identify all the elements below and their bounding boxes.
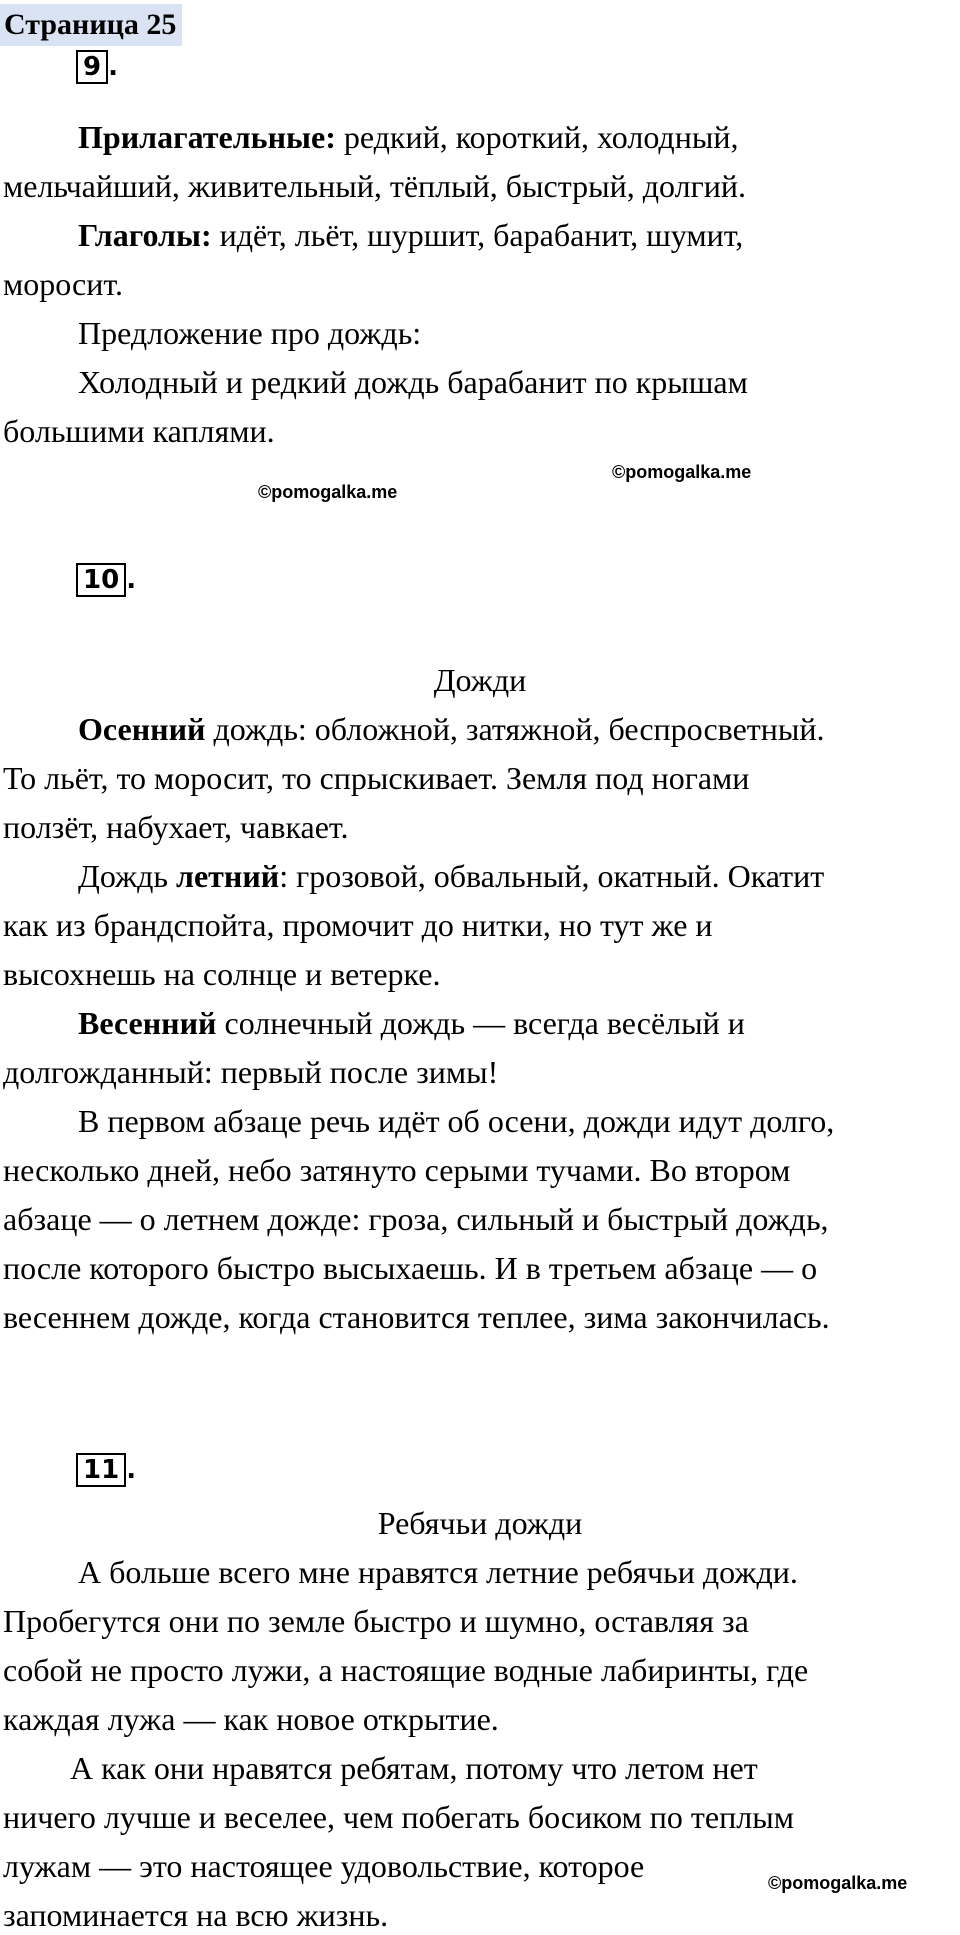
task-11-p1-line-3: собой не просто лужи, а настоящие водные лабиринты, где — [3, 1652, 809, 1688]
task-10-p4-line-2: несколько дней, небо затянуто серыми тучами. Во втором — [3, 1152, 791, 1188]
task-10-p4-line-3: абзаце — о летнем дожде: гроза, сильный и быстрый дождь, — [3, 1201, 829, 1237]
task-10-p2-line-1: Дождь летний: грозовой, обвальный, окатный. Окатит — [78, 858, 825, 894]
watermark: ©pomogalka.me — [258, 482, 398, 502]
task-9-verbs-line-2: моросит. — [3, 266, 123, 302]
task-9-sentence-line-1: Холодный и редкий дождь барабанит по крышам — [78, 364, 748, 400]
task-10-p1-line-3: ползёт, набухает, чавкает. — [3, 809, 349, 845]
task-9-number: 9 . — [76, 50, 118, 84]
task-number-box: 11 — [76, 1453, 126, 1487]
task-10-p1-line-2: То льёт, то моросит, то спрыскивает. Земля под ногами — [3, 760, 750, 796]
task-10-p4-line-4: после которого быстро высыхаешь. И в третьем абзаце — о — [3, 1250, 818, 1286]
task-9-sentence-line-2: большими каплями. — [3, 413, 275, 449]
task-10-p3-line-2: долгожданный: первый после зимы! — [3, 1054, 499, 1090]
task-11-number: 11 . — [76, 1453, 136, 1487]
task-11-p1-line-4: каждая лужа — как новое открытие. — [3, 1701, 499, 1737]
task-10-p3-line-1: Весенний солнечный дождь — всегда весёлый и — [78, 1005, 745, 1041]
task-11-p1-line-2: Пробегутся они по земле быстро и шумно, оставляя за — [3, 1603, 749, 1639]
task-number-box: 10 — [76, 563, 126, 597]
task-9-adjectives-line-1: Прилагательные: редкий, короткий, холодный, — [78, 119, 739, 155]
task-10-heading: Дожди — [433, 662, 527, 698]
task-number-box: 9 — [76, 50, 108, 84]
task-11-p1-line-1: А больше всего мне нравятся летние ребячьи дожди. — [78, 1554, 798, 1590]
task-11-p2-line-3: лужам — это настоящее удовольствие, которое — [3, 1848, 645, 1884]
task-10-p4-line-1: В первом абзаце речь идёт об осени, дожди идут долго, — [78, 1103, 835, 1139]
verbs-label: Глаголы: — [78, 217, 212, 253]
adjectives-label: Прилагательные: — [78, 119, 336, 155]
task-10-p4-line-5: весеннем дожде, когда становится теплее, зима закончилась. — [3, 1299, 830, 1335]
task-10-number: 10 . — [76, 563, 136, 597]
page-title: Страница 25 — [0, 4, 182, 46]
task-10-p2-line-2: как из брандспойта, промочит до нитки, но тут же и — [3, 907, 713, 943]
watermark: ©pomogalka.me — [768, 1873, 908, 1893]
task-11-p2-line-2: ничего лучше и веселее, чем побегать босиком по теплым — [3, 1799, 794, 1835]
task-11-p2-line-1: А как они нравятся ребятам, потому что летом нет — [70, 1750, 758, 1786]
task-9-sentence-intro: Предложение про дождь: — [78, 315, 422, 351]
task-11-heading: Ребячьи дожди — [377, 1505, 583, 1541]
task-10-p2-line-3: высохнешь на солнце и ветерке. — [3, 956, 441, 992]
watermark: ©pomogalka.me — [612, 462, 752, 482]
task-9-verbs-line-1: Глаголы: идёт, льёт, шуршит, барабанит, шумит, — [78, 217, 744, 253]
task-10-p1-line-1: Осенний дождь: обложной, затяжной, беспросветный. — [78, 711, 825, 747]
task-9-adjectives-line-2: мельчайший, живительный, тёплый, быстрый, долгий. — [3, 168, 746, 204]
task-11-p2-line-4: запоминается на всю жизнь. — [3, 1897, 389, 1933]
